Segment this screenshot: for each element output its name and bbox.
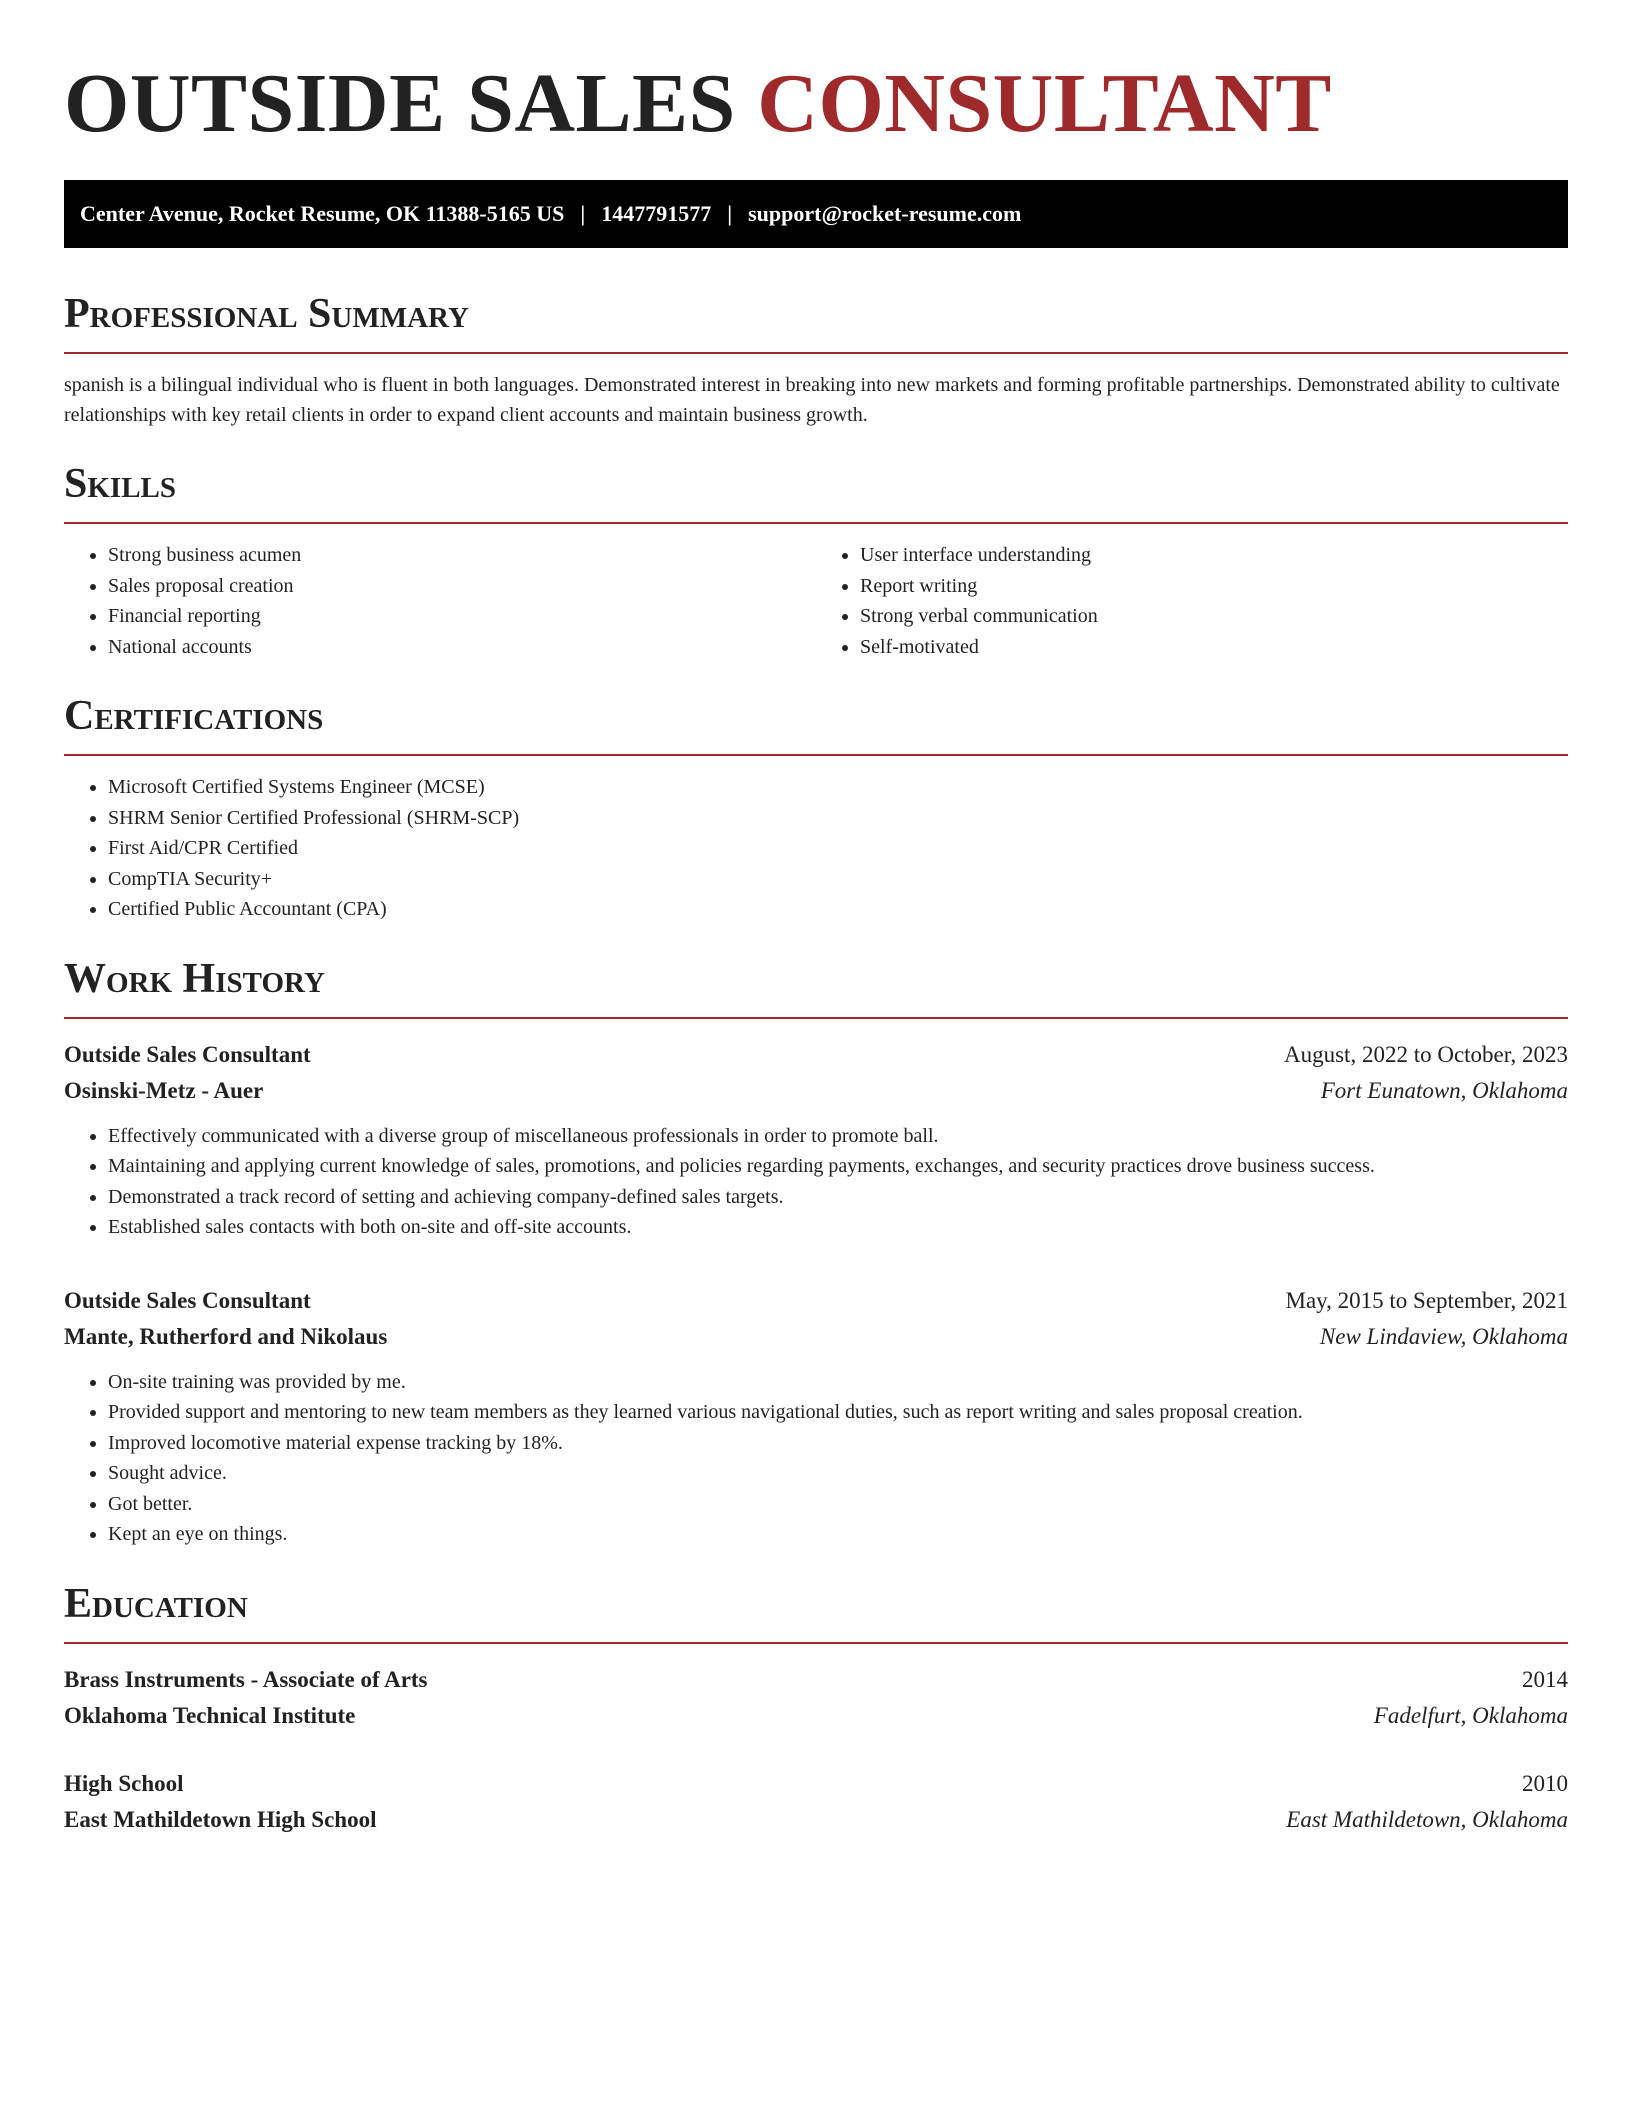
skill-item: • User interface understanding [860, 540, 1568, 571]
contact-phone: 1447791577 [601, 201, 712, 226]
education-year: 2010 [1522, 1770, 1568, 1796]
job-title: Outside Sales Consultant [64, 1287, 311, 1313]
certification-item: • Microsoft Certified Systems Engineer (MCSE) [108, 772, 1568, 803]
job-entry [64, 1283, 1568, 1550]
certifications-list [64, 772, 1568, 925]
job-dates: August, 2022 to October, 2023 [1284, 1041, 1568, 1067]
job-dates: May, 2015 to September, 2021 [1285, 1287, 1568, 1313]
certification-item: • SHRM Senior Certified Professional (SHRM-SCP) [108, 803, 1568, 834]
job-company: Osinski-Metz - Auer [64, 1077, 264, 1103]
job-bullet: • Maintaining and applying current knowledge of sales, promotions, and policies regarding payments, exchanges, and security practices drove business success. [108, 1151, 1568, 1182]
education-school-row [64, 1698, 1568, 1734]
education-year: 2014 [1522, 1666, 1568, 1692]
skill-item: • Strong verbal communication [860, 601, 1568, 632]
skill-item: • Sales proposal creation [108, 571, 816, 602]
education-entry [64, 1662, 1568, 1734]
job-location: Fort Eunatown, Oklahoma [1320, 1077, 1568, 1103]
education-degree: High School [64, 1770, 184, 1796]
skill-item: • Strong business acumen [108, 540, 816, 571]
certifications-heading: Certifications [64, 690, 1568, 756]
job-location: New Lindaview, Oklahoma [1319, 1323, 1568, 1349]
job-company-row [64, 1073, 1568, 1109]
education-heading: Education [64, 1578, 1568, 1644]
education-location: East Mathildetown, Oklahoma [1286, 1806, 1568, 1832]
education-location: Fadelfurt, Oklahoma [1373, 1702, 1568, 1728]
job-bullets [64, 1367, 1568, 1550]
skill-item: • Self-motivated [860, 632, 1568, 663]
education-school: East Mathildetown High School [64, 1806, 377, 1832]
job-company-row [64, 1319, 1568, 1355]
education-school: Oklahoma Technical Institute [64, 1702, 356, 1728]
skill-item: • Report writing [860, 571, 1568, 602]
education-degree-row [64, 1766, 1568, 1802]
certification-item: • Certified Public Accountant (CPA) [108, 894, 1568, 925]
skill-item: • National accounts [108, 632, 816, 663]
job-bullet: • Kept an eye on things. [108, 1519, 1568, 1550]
certification-item: • CompTIA Security+ [108, 864, 1568, 895]
job-bullet: • Got better. [108, 1489, 1568, 1520]
education-degree: Brass Instruments - Associate of Arts [64, 1666, 428, 1692]
job-bullet: • Improved locomotive material expense tracking by 18%. [108, 1428, 1568, 1459]
job-title-row [64, 1283, 1568, 1319]
job-bullet: • Provided support and mentoring to new team members as they learned various navigational duties, such as report writing and sales proposal creation. [108, 1397, 1568, 1428]
job-entry [64, 1037, 1568, 1243]
education-entry [64, 1766, 1568, 1838]
contact-address: Center Avenue, Rocket Resume, OK 11388-5165 US [80, 201, 565, 226]
skills-list-left [64, 540, 816, 662]
skills-heading: Skills [64, 458, 1568, 524]
certification-item: • First Aid/CPR Certified [108, 833, 1568, 864]
job-title: Outside Sales Consultant [64, 1041, 311, 1067]
summary-heading: Professional Summary [64, 288, 1568, 354]
job-bullet: • Established sales contacts with both on-site and off-site accounts. [108, 1212, 1568, 1243]
job-bullet: • Sought advice. [108, 1458, 1568, 1489]
job-bullet: • On-site training was provided by me. [108, 1367, 1568, 1398]
summary-text: spanish is a bilingual individual who is fluent in both languages. Demonstrated interest in breaking into new markets and forming profitable partnerships. Demonstrated ability to cultivate relationships with key retail clients in order to expand client accounts and maintain business growth. [64, 374, 1560, 426]
education-school-row [64, 1802, 1568, 1838]
contact-separator: | [727, 201, 733, 226]
job-company: Mante, Rutherford and Nikolaus [64, 1323, 388, 1349]
title-accent: CONSULTANT [757, 57, 1332, 150]
contact-separator: | [580, 201, 586, 226]
title-main: OUTSIDE SALES [64, 57, 736, 150]
work-history-heading: Work History [64, 953, 1568, 1019]
contact-bar [64, 180, 1568, 248]
skills-list-right [816, 540, 1568, 662]
skill-item: • Financial reporting [108, 601, 816, 632]
skills-grid [64, 524, 1568, 662]
education-degree-row [64, 1662, 1568, 1698]
job-bullet: • Effectively communicated with a diverse group of miscellaneous professionals in order to promote ball. [108, 1121, 1568, 1152]
resume-title [64, 0, 1568, 152]
job-bullet: • Demonstrated a track record of setting and achieving company-defined sales targets. [108, 1182, 1568, 1213]
contact-email: support@rocket-resume.com [748, 201, 1022, 226]
job-title-row [64, 1037, 1568, 1073]
job-bullets [64, 1121, 1568, 1243]
